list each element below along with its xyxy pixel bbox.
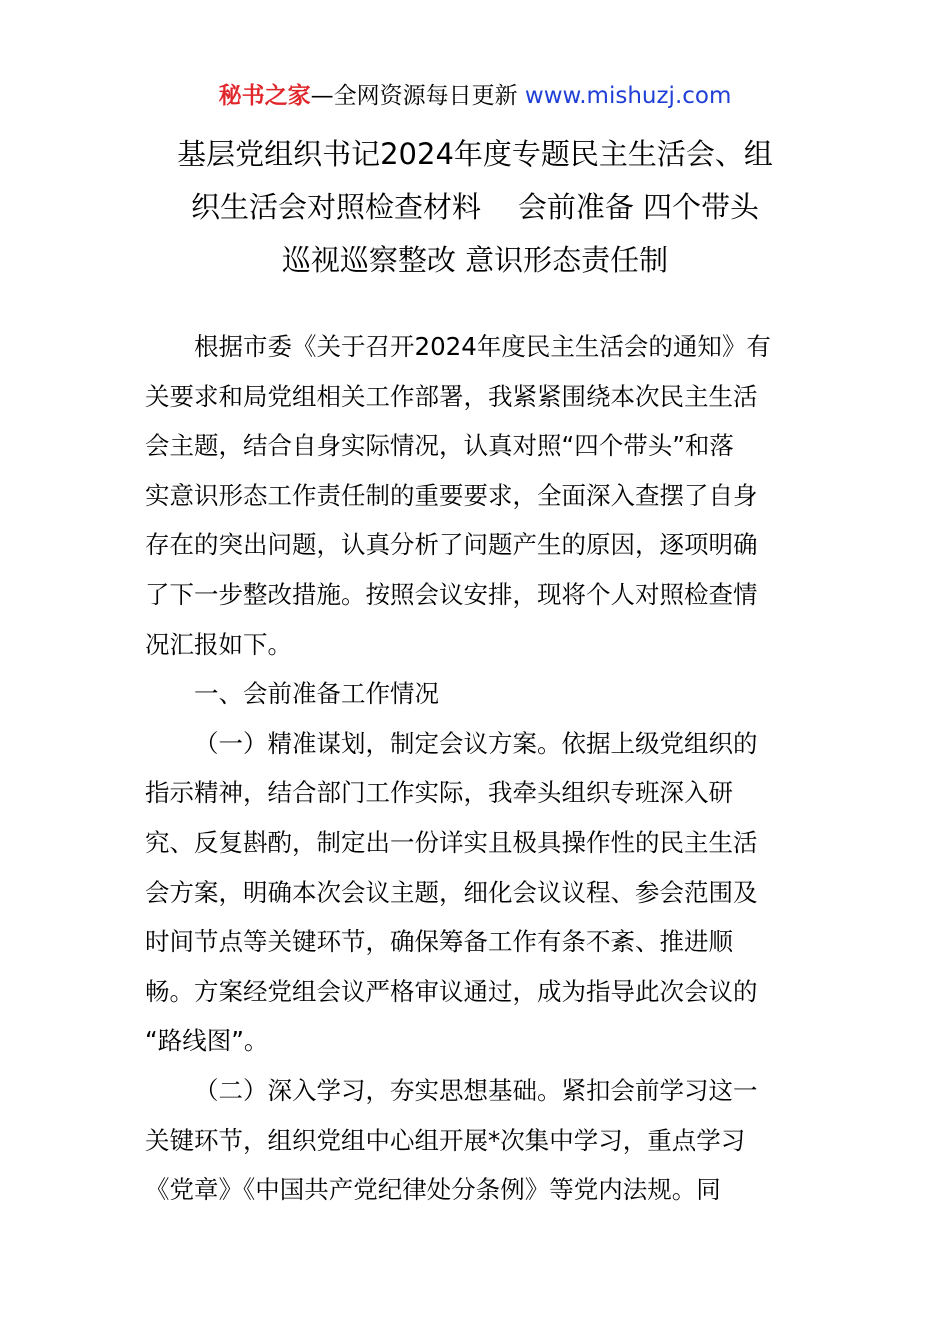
text-line: 《党章》《中国共产党纪律处分条例》等党内法规。同 — [145, 1175, 721, 1205]
document-title — [130, 128, 820, 287]
heading-line: 一、会前准备工作情况 — [194, 679, 439, 709]
site-banner — [0, 80, 950, 112]
subsection-paragraph-2 — [145, 1066, 805, 1215]
text-line: 究、反复斟酌，制定出一份详实且极具操作性的民主生活 — [145, 827, 758, 857]
subsection-paragraph-1 — [145, 719, 805, 1066]
text-line: 了下一步整改措施。按照会议安排，现将个人对照检查情 — [145, 579, 758, 609]
text-line: 会方案，明确本次会议主题，细化会议议程、参会范围及 — [145, 877, 758, 907]
text-line: （一）精准谋划，制定会议方案。依据上级党组织的 — [194, 728, 758, 758]
text-line: 况汇报如下。 — [145, 629, 292, 659]
text-line: （二）深入学习，夯实思想基础。紧扣会前学习这一 — [194, 1075, 758, 1105]
text-line: 存在的突出问题，认真分析了问题产生的原因，逐项明确 — [145, 530, 758, 560]
text-line: 会主题，结合自身实际情况，认真对照“四个带头”和落 — [145, 431, 734, 461]
site-brand: 秘书之家 — [218, 83, 311, 109]
text-line: 指示精神，结合部门工作实际，我牵头组织专班深入研 — [145, 778, 733, 808]
text-line: 时间节点等关键环节，确保筹备工作有条不紊、推进顺 — [145, 927, 733, 957]
text-line: 关键环节，组织党组中心组开展*次集中学习，重点学习 — [145, 1125, 746, 1155]
title-line: 巡视巡察整改 意识形态责任制 — [281, 243, 669, 277]
text-line: 畅。方案经党组会议严格审议通过，成为指导此次会议的 — [145, 976, 758, 1006]
section-heading — [145, 669, 805, 719]
intro-paragraph — [145, 322, 805, 669]
text-line: “路线图”。 — [145, 1026, 269, 1056]
document-body — [145, 322, 805, 1215]
text-line: 关要求和局党组相关工作部署，我紧紧围绕本次民主生活 — [145, 381, 758, 411]
title-line: 织生活会对照检查材料 会前准备 四个带头 — [190, 190, 760, 224]
site-tagline: —全网资源每日更新 — [310, 83, 525, 109]
text-line: 根据市委《关于召开2024年度民主生活会的通知》有 — [194, 332, 771, 361]
title-line: 基层党组织书记2024年度专题民主生活会、组 — [177, 137, 773, 171]
site-url[interactable]: www.mishuzj.com — [524, 83, 732, 109]
text-line: 实意识形态工作责任制的重要要求，全面深入查摆了自身 — [145, 480, 758, 510]
